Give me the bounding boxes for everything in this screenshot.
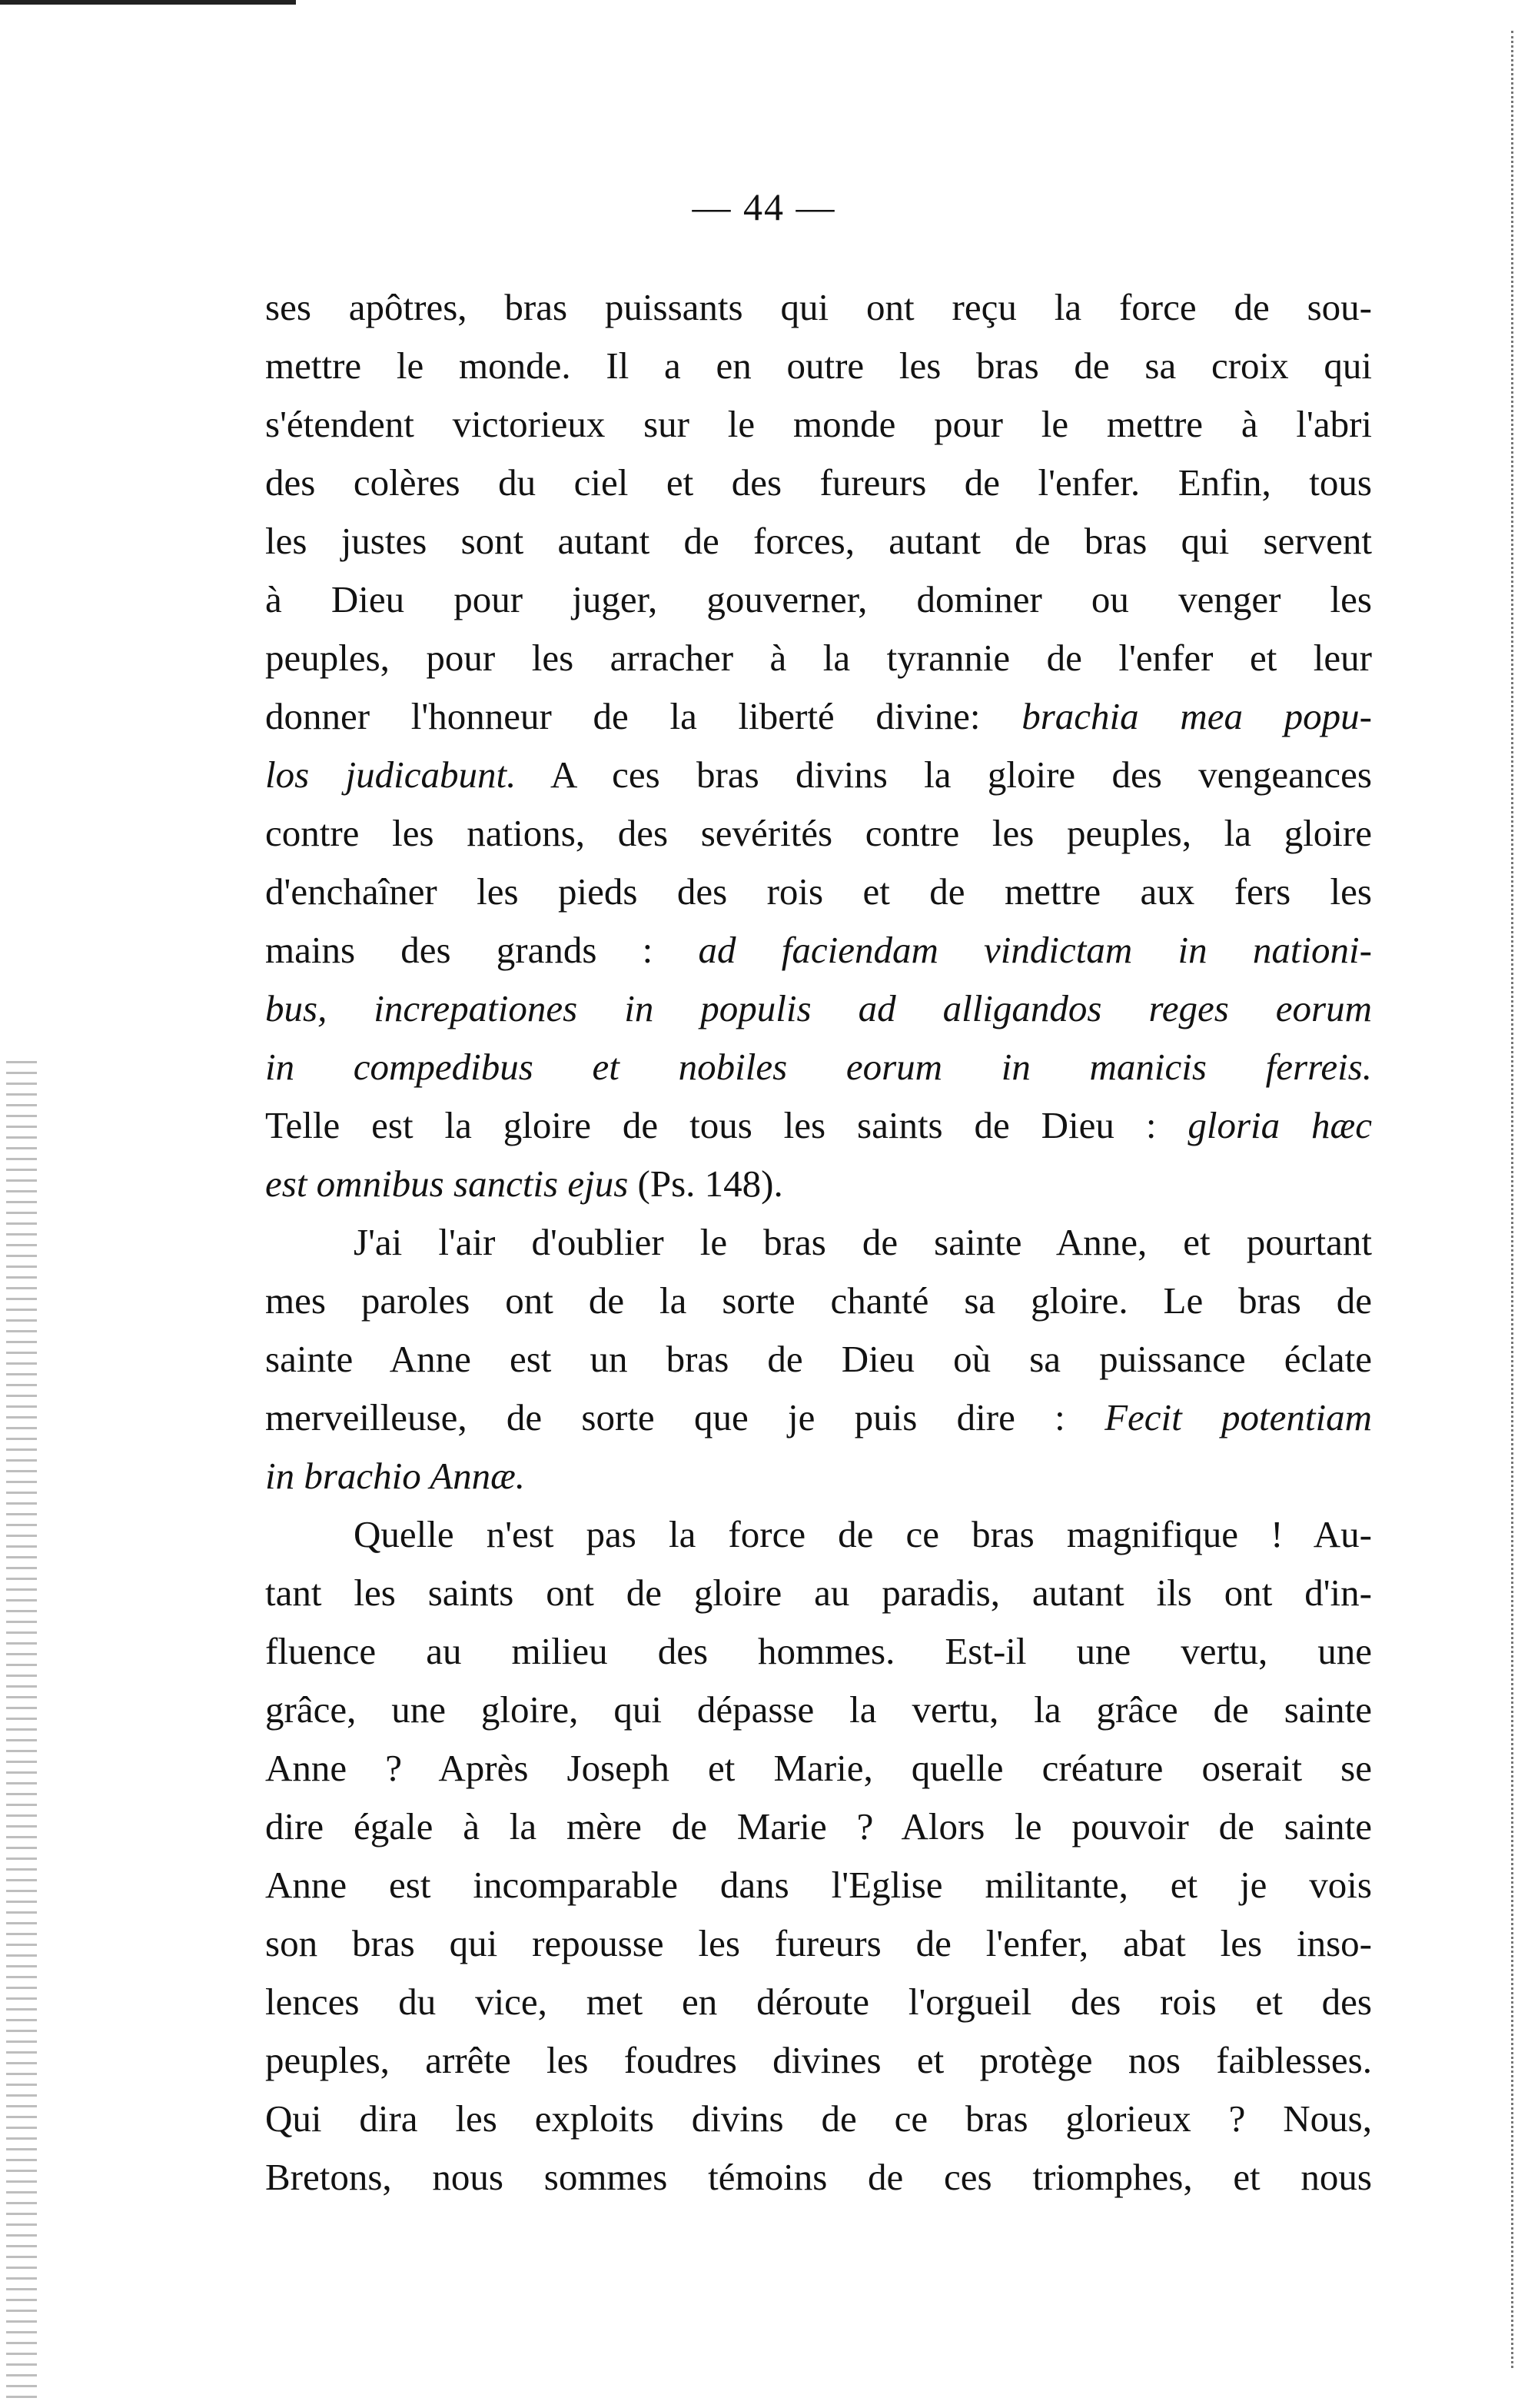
text-line [265,863,1372,921]
text-line [265,1856,1372,1914]
text-line [265,1330,1372,1389]
text-line [265,1447,1372,1505]
text-run: Bretons, nous sommes témoins de ces triomphes, et nous [265,2156,1372,2198]
text-line [265,1213,1372,1272]
text-line [265,687,1372,746]
latin-quote: brachia mea popu- [1021,695,1372,737]
text-line [265,278,1372,337]
latin-quote: in brachio Annæ. [265,1455,526,1497]
text-line [265,2090,1372,2148]
text-line [265,1622,1372,1681]
left-margin-marks [6,1061,37,2399]
text-run: Anne ? Après Joseph et Marie, quelle créature oserait se [265,1747,1372,1789]
top-rule [0,0,296,5]
text-run: peuples, arrête les foudres divines et protège nos faiblesses. [265,2039,1372,2081]
text-line [265,1739,1372,1798]
text-run: Telle est la gloire de tous les saints de Dieu : [265,1104,1188,1146]
text-line [265,804,1372,863]
text-run: merveilleuse, de sorte que je puis dire : [265,1396,1105,1438]
text-line [265,1038,1372,1096]
text-run: Qui dira les exploits divins de ce bras glorieux ? Nous, [265,2097,1372,2140]
text-line [265,1155,1372,1213]
text-run: tant les saints ont de gloire au paradis, autant ils ont d'in- [265,1572,1372,1614]
text-line [265,454,1372,512]
text-run: mettre le monde. Il a en outre les bras de sa croix qui [265,344,1372,387]
text-line [265,921,1372,979]
text-run: à Dieu pour juger, gouverner, dominer ou venger les [265,578,1372,620]
text-run: grâce, une gloire, qui dépasse la vertu, la grâce de sainte [265,1688,1372,1731]
text-line [265,746,1372,804]
text-run: ses apôtres, bras puissants qui ont reçu la force de sou- [265,286,1372,328]
text-run: d'enchaîner les pieds des rois et de mettre aux fers les [265,870,1372,913]
text-run: sainte Anne est un bras de Dieu où sa puissance éclate [265,1338,1372,1380]
text-line [265,1681,1372,1739]
text-line [265,1272,1372,1330]
text-run: (Ps. 148). [628,1162,783,1205]
text-line [265,512,1372,570]
text-line [265,1798,1372,1856]
text-run: mains des grands : [265,929,699,971]
text-line [265,2148,1372,2207]
text-run: peuples, pour les arracher à la tyrannie de l'enfer et leur [265,637,1372,679]
text-run: dire égale à la mère de Marie ? Alors le pouvoir de sainte [265,1805,1372,1848]
text-run: Quelle n'est pas la force de ce bras magnifique ! Au- [354,1513,1372,1555]
text-line [265,337,1372,395]
text-run: mes paroles ont de la sorte chanté sa gloire. Le bras de [265,1279,1372,1322]
text-line [265,1914,1372,1973]
text-run: donner l'honneur de la liberté divine: [265,695,1022,737]
latin-quote: in compedibus et nobiles eorum in manicis ferreis. [265,1046,1372,1088]
latin-quote: Fecit potentiam [1104,1396,1372,1438]
text-line [265,570,1372,629]
text-run: Anne est incomparable dans l'Eglise militante, et je vois [265,1864,1372,1906]
latin-quote: los judicabunt. [265,753,517,796]
text-line [265,395,1372,454]
text-run: les justes sont autant de forces, autant de bras qui servent [265,520,1372,562]
text-line [265,1389,1372,1447]
text-line [265,2031,1372,2090]
text-run: lences du vice, met en déroute l'orgueil des rois et des [265,1981,1372,2023]
text-run: J'ai l'air d'oublier le bras de sainte Anne, et pourtant [354,1221,1372,1263]
latin-quote: est omnibus sanctis ejus [265,1162,629,1205]
text-line [265,1505,1372,1564]
text-line [265,979,1372,1038]
text-run: son bras qui repousse les fureurs de l'enfer, abat les inso- [265,1922,1372,1964]
text-run: A ces bras divins la gloire des vengeances [516,753,1372,796]
latin-quote: gloria hæc [1188,1104,1372,1146]
text-run: des colères du ciel et des fureurs de l'enfer. Enfin, tous [265,461,1372,504]
text-line [265,1096,1372,1155]
latin-quote: ad faciendam vindictam in nationi- [698,929,1372,971]
right-margin-rule [1511,31,1516,2368]
page-number: — 44 — [692,185,836,228]
text-line [265,629,1372,687]
text-run: s'étendent victorieux sur le monde pour le mettre à l'abri [265,403,1372,445]
text-line [265,1973,1372,2031]
text-run: contre les nations, des sevérités contre les peuples, la gloire [265,812,1372,854]
text-run: fluence au milieu des hommes. Est-il une vertu, une [265,1630,1372,1672]
text-line [265,1564,1372,1622]
body-text [265,278,1372,2207]
latin-quote: bus, increpationes in populis ad alligandos reges eorum [265,987,1372,1029]
